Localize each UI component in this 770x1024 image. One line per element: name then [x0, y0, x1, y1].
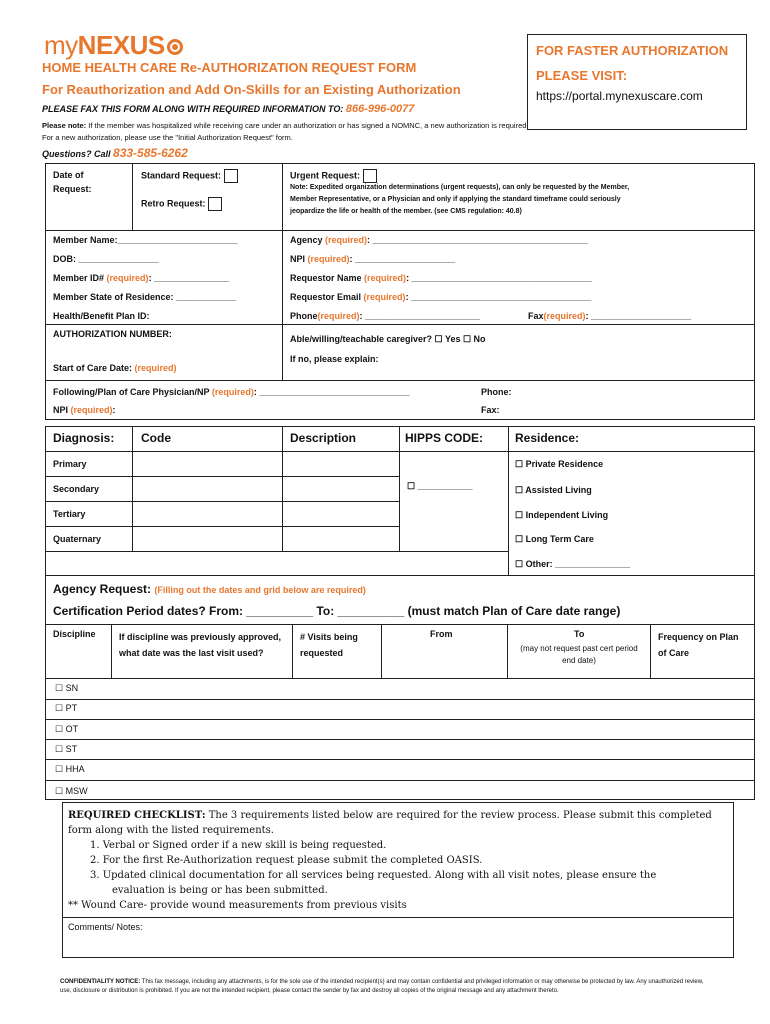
date-of-request-label: Date of Request: [53, 170, 92, 194]
residence-option[interactable]: ☐ Independent Living [515, 510, 609, 520]
checklist-title: REQUIRED CHECKLIST: [68, 810, 206, 821]
please-note: Please note: If the member was hospitalized while receiving care under an authorization or has signed a NOMNC, a new authorization is required. For a new authorization, please use the "Initial Authorization Request" form. [42, 121, 529, 142]
requestor-name-field[interactable]: Requestor Name (required): ____________________________________ [290, 273, 592, 283]
wound-care-note: ** Wound Care- provide wound measurements from previous visits [68, 900, 407, 911]
hipps-code-field[interactable]: ☐ ___________ [407, 481, 473, 491]
to-header-note: (may not request past cert period end date) [520, 644, 638, 665]
residence-option[interactable]: ☐ Other: _______________ [515, 559, 631, 569]
diagnosis-row: Secondary [53, 484, 100, 494]
diagnosis-row: Primary [53, 459, 87, 469]
diagnosis-row: Tertiary [53, 509, 86, 519]
comments-label: Comments/ Notes: [68, 922, 143, 932]
discipline-option-msw[interactable]: ☐ MSW [55, 786, 88, 796]
phone-field[interactable]: Phone(required): _______________________ [290, 311, 481, 321]
urgent-note: Note: Expedited organization determinations (urgent requests), can only be requested by the Member, Member Representative, or a Physician and only if applying the standard timeframe could seriously jeopardize the life or health of the member. (see CMS regulation: 40.8) [290, 184, 630, 215]
form-subtitle: For Reauthorization and Add On-Skills for an Existing Authorization [42, 82, 461, 97]
retro-request: Retro Request: [141, 197, 222, 211]
residence-option[interactable]: ☐ Assisted Living [515, 485, 592, 495]
checklist-item: 2. For the first Re-Authorization request please submit the completed OASIS. [90, 855, 483, 866]
start-of-care-field[interactable]: Start of Care Date: (required) [53, 363, 177, 373]
questions-line: Questions? Call 833-585-6262 [42, 146, 188, 160]
member-name-field[interactable]: Member Name:________________________ [53, 235, 238, 245]
caregiver-question[interactable]: Able/willing/teachable caregiver? ☐ Yes ☐ No [290, 334, 486, 344]
previous-visit-header: If discipline was previously approved, what date was the last visit used? [119, 632, 282, 658]
diagnosis-row: Quaternary [53, 534, 102, 544]
physician-field[interactable]: Following/Plan of Care Physician/NP (required): ______________________________ [53, 387, 410, 397]
physician-phone[interactable]: Phone: [481, 387, 512, 397]
to-header: To [574, 629, 585, 639]
requestor-email-field[interactable]: Requestor Email (required): ____________________________________ [290, 292, 592, 302]
physician-npi[interactable]: NPI (required): [53, 405, 116, 415]
checklist-item-continued: evaluation is being or has been submitted. [112, 885, 328, 896]
retro-request-checkbox[interactable] [208, 197, 222, 211]
plan-id-field[interactable]: Health/Benefit Plan ID: [53, 311, 150, 321]
comments-box[interactable] [62, 918, 734, 958]
authorization-number-label: AUTHORIZATION NUMBER: [53, 329, 172, 339]
faster-authorization-box [527, 34, 747, 130]
discipline-option-st[interactable]: ☐ ST [55, 744, 78, 754]
physician-fax[interactable]: Fax: [481, 405, 500, 415]
certification-period-field[interactable]: Certification Period dates? From: __________ To: __________ (must match Plan of Care date range) [53, 604, 621, 618]
portal-link[interactable]: https://portal.mynexuscare.com [536, 89, 703, 103]
discipline-option-sn[interactable]: ☐ SN [55, 683, 79, 693]
standard-request: Standard Request: [141, 169, 238, 183]
discipline-option-pt[interactable]: ☐ PT [55, 703, 78, 713]
confidentiality-notice: CONFIDENTIALITY NOTICE: This fax message, including any attachments, is for the sole use of the intended recipient(s) and may contain confidential and privileged information or may otherwise be protected by law. Any unauthorized review, use, disclosure or distribution is prohibited. If you are not the intended recipient, please contact the sender by fax and destroy all copies of the original message and any attachment thereto. [60, 979, 704, 994]
hipps-code-header: HIPPS CODE: [405, 431, 484, 445]
residence-option[interactable]: ☐ Long Term Care [515, 534, 594, 544]
member-state-field[interactable]: Member State of Residence: ____________ [53, 292, 237, 302]
urgent-request-checkbox[interactable] [363, 169, 377, 183]
urgent-request: Urgent Request: [290, 169, 377, 183]
description-header: Description [290, 431, 357, 445]
explain-field[interactable]: If no, please explain: [290, 354, 379, 364]
frequency-header: Frequency on Plan of Care [658, 632, 739, 658]
dob-field[interactable]: DOB: ________________ [53, 254, 159, 264]
agency-request-title: Agency Request: (Filling out the dates and grid below are required) [53, 582, 366, 596]
member-id-field[interactable]: Member ID# (required): _______________ [53, 273, 230, 283]
residence-header: Residence: [515, 431, 580, 445]
visit-box-line2: PLEASE VISIT: [536, 68, 628, 83]
discipline-option-ot[interactable]: ☐ OT [55, 724, 79, 734]
fax-instruction: PLEASE FAX THIS FORM ALONG WITH REQUIRED INFORMATION TO: 866-996-0077 [42, 103, 415, 115]
discipline-header: Discipline [53, 629, 96, 639]
fax-field[interactable]: Fax(required): ____________________ [528, 311, 692, 321]
checklist-item: 3. Updated clinical documentation for all services being requested. Along with all visit notes, please ensure the [90, 870, 657, 881]
form-title: HOME HEALTH CARE Re-AUTHORIZATION REQUEST FORM [42, 60, 417, 75]
standard-request-checkbox[interactable] [224, 169, 238, 183]
checklist-intro: The 3 requirements listed below are required for the review process. Please submit this completed form along with the listed requirements. [68, 810, 712, 836]
from-header: From [430, 629, 453, 639]
visits-requested-header: # Visits being requested [300, 632, 358, 658]
discipline-option-hha[interactable]: ☐ HHA [55, 764, 85, 774]
agency-field[interactable]: Agency (required): ___________________________________________ [290, 235, 588, 245]
agency-npi-field[interactable]: NPI (required): ____________________ [290, 254, 456, 264]
visit-box-line1: FOR FASTER AUTHORIZATION [536, 43, 729, 58]
mynexus-logo: myNEXUS [44, 30, 183, 61]
required-checklist [68, 808, 728, 913]
residence-option[interactable]: ☐ Private Residence [515, 459, 604, 469]
diagnosis-header: Diagnosis: [53, 431, 115, 445]
target-icon [167, 39, 183, 55]
checklist-item: 1. Verbal or Signed order if a new skill is being requested. [90, 840, 387, 851]
code-header: Code [141, 431, 171, 445]
